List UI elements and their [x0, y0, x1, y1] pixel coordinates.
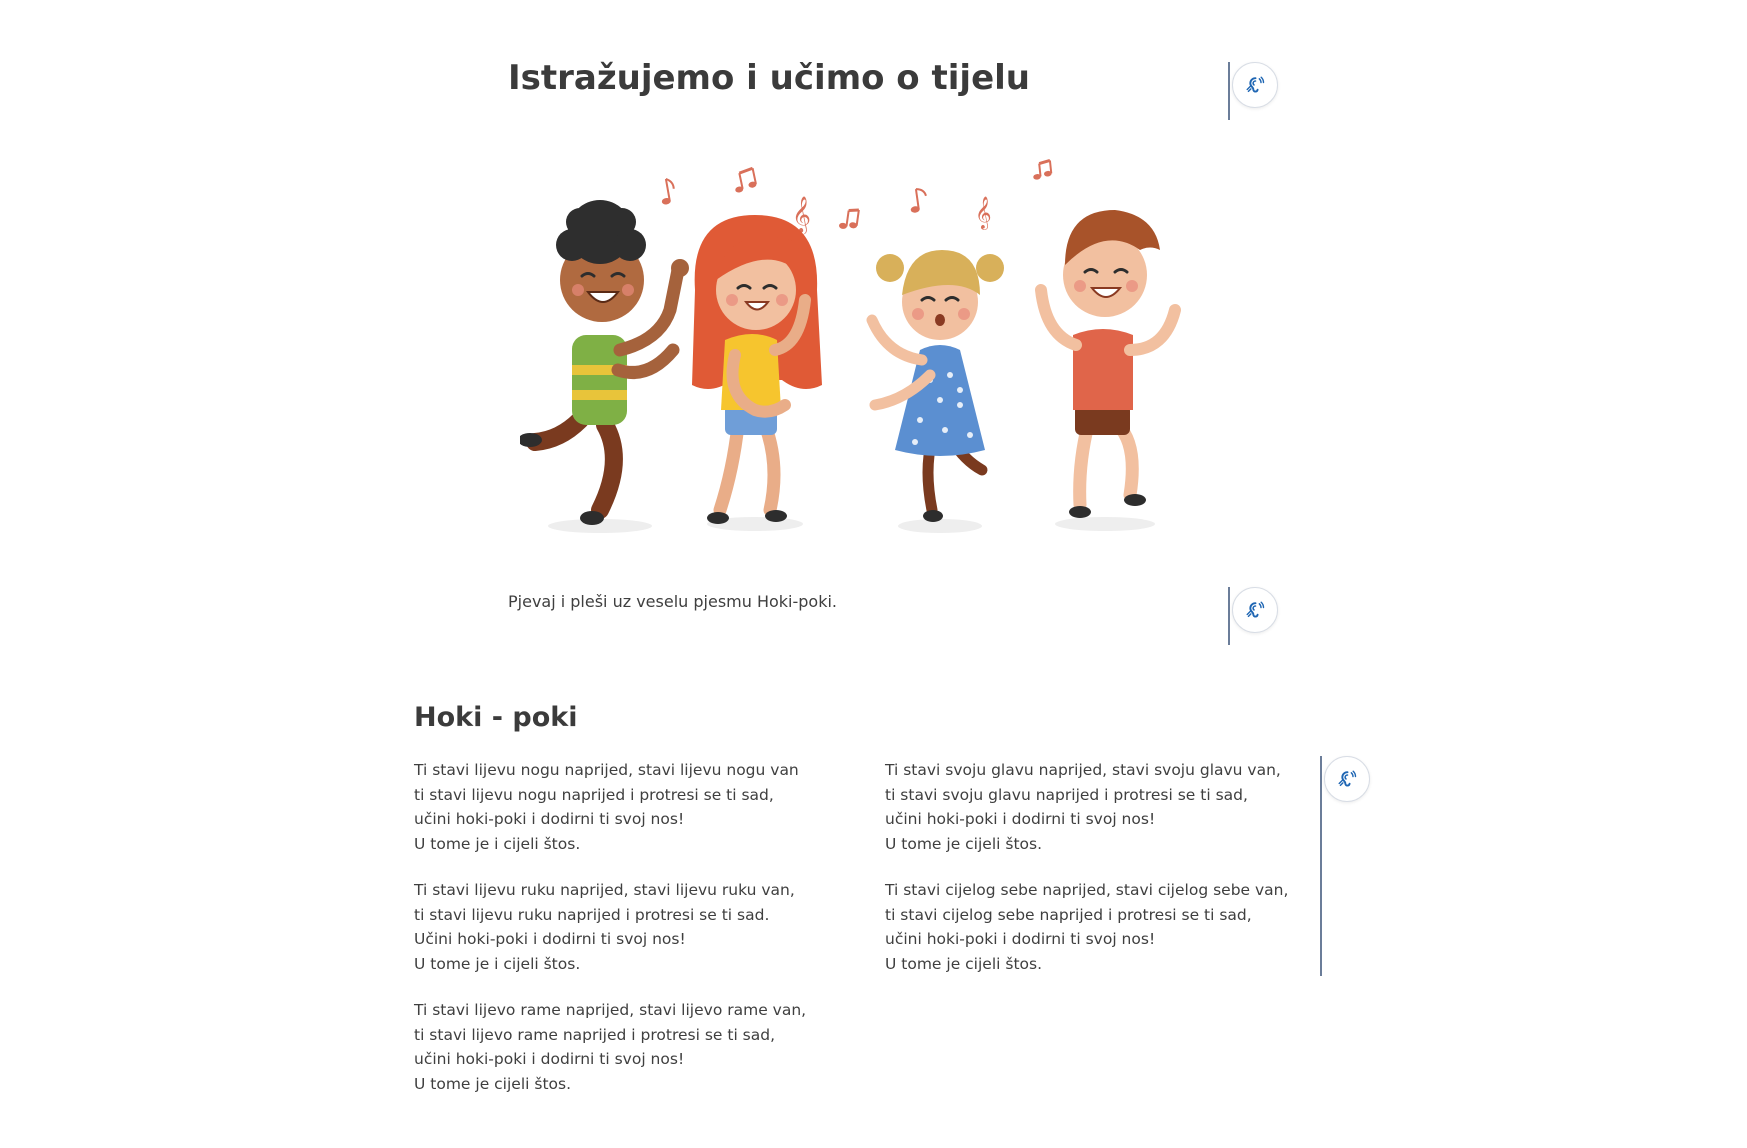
child-boy-brownhair — [1041, 210, 1175, 518]
audio-marker-caption — [1228, 587, 1280, 645]
lyric-line: učini hoki-poki i dodirni ti svoj nos! — [885, 930, 1156, 948]
lyric-line: ti stavi lijevu nogu naprijed i protresi se ti sad, — [414, 785, 774, 804]
audio-button-caption[interactable] — [1232, 587, 1278, 633]
svg-text:𝄞: 𝄞 — [975, 196, 992, 229]
lyric-line: učini hoki-poki i dodirni ti svoj nos! — [414, 810, 685, 828]
lyric-line: U tome je i cijeli štos. — [414, 954, 581, 973]
dancing-children-illustration — [520, 150, 1220, 540]
lyric-line: Učini hoki-poki i dodirni ti svoj nos! — [414, 930, 686, 948]
stanza — [885, 878, 1288, 976]
lyrics-column-left — [414, 758, 806, 1118]
music-notes — [658, 160, 1052, 234]
lyric-line: ti stavi lijevo rame naprijed i protresi se ti sad, — [414, 1025, 776, 1044]
lyric-line: ti stavi lijevu ruku naprijed i protresi se ti sad. — [414, 905, 770, 924]
lyric-line: učini hoki-poki i dodirni ti svoj nos! — [885, 810, 1156, 828]
stanza — [885, 758, 1288, 856]
child-girl-pigtails — [872, 250, 1004, 522]
song-title: Hoki - poki — [414, 702, 578, 733]
page-title: Istražujemo i učimo o tijelu — [508, 58, 1030, 98]
illustration-caption: Pjevaj i pleši uz veselu pjesmu Hoki-poki. — [508, 592, 838, 611]
audio-marker-title — [1228, 62, 1280, 120]
audio-button-song[interactable] — [1324, 756, 1370, 802]
lyric-line: U tome je cijeli štos. — [885, 954, 1043, 973]
lyric-line: učini hoki-poki i dodirni ti svoj nos! — [414, 1050, 685, 1068]
audio-button-title[interactable] — [1232, 62, 1278, 108]
lyric-line: Ti stavi lijevu nogu naprijed, stavi lijevu nogu van — [414, 761, 799, 779]
ear-icon — [1245, 75, 1265, 95]
lyric-line: Ti stavi lijevu ruku naprijed, stavi lijevu ruku van, — [414, 881, 795, 899]
child-girl-redhair — [692, 215, 822, 524]
stanza — [414, 998, 806, 1096]
lyric-line: U tome je cijeli štos. — [414, 1074, 572, 1093]
lyric-line: Ti stavi lijevo rame naprijed, stavi lijevo rame van, — [414, 1001, 807, 1019]
lyric-line: Ti stavi cijelog sebe naprijed, stavi cijelog sebe van, — [885, 881, 1289, 899]
lyric-line: Ti stavi svoju glavu naprijed, stavi svoju glavu van, — [885, 761, 1281, 779]
lyric-line: U tome je i cijeli štos. — [414, 834, 581, 853]
child-boy-curly — [520, 200, 689, 525]
stanza — [414, 758, 806, 856]
lyric-line: ti stavi cijelog sebe naprijed i protresi se ti sad, — [885, 905, 1252, 924]
lyric-line: U tome je cijeli štos. — [885, 834, 1043, 853]
ground-shadows — [548, 517, 1155, 533]
audio-marker-song — [1320, 756, 1372, 976]
lyrics-column-right — [885, 758, 1288, 998]
ear-icon — [1245, 600, 1265, 620]
ear-icon — [1337, 769, 1357, 789]
lyric-line: ti stavi svoju glavu naprijed i protresi se ti sad, — [885, 785, 1248, 804]
stanza — [414, 878, 806, 976]
svg-text:𝄞: 𝄞 — [792, 195, 811, 233]
